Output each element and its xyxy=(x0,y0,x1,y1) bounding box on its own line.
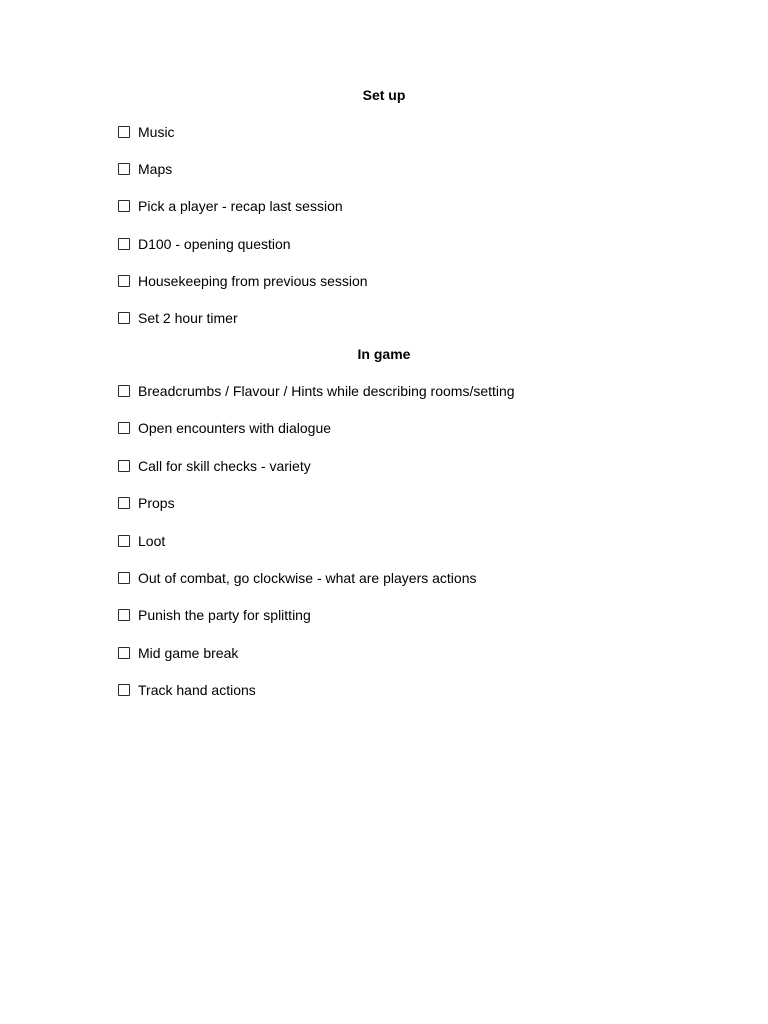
checklist-item-label: Pick a player - recap last session xyxy=(138,198,343,214)
checklist-item-label: Track hand actions xyxy=(138,682,256,698)
checklist-item xyxy=(118,235,291,253)
checkbox[interactable] xyxy=(118,385,130,397)
checkbox[interactable] xyxy=(118,238,130,250)
checklist-item-label: Call for skill checks - variety xyxy=(138,458,311,474)
checklist-item xyxy=(118,569,476,587)
checklist-item xyxy=(118,644,238,662)
checkbox[interactable] xyxy=(118,572,130,584)
checklist-item xyxy=(118,197,343,215)
checklist-item xyxy=(118,681,256,699)
checklist-item xyxy=(118,457,311,475)
checkbox[interactable] xyxy=(118,200,130,212)
checkbox[interactable] xyxy=(118,460,130,472)
section-heading-in-game: In game xyxy=(357,346,411,362)
checklist-item xyxy=(118,532,165,550)
checklist-item-label: Housekeeping from previous session xyxy=(138,273,368,289)
checklist-item-label: Breadcrumbs / Flavour / Hints while describing rooms/setting xyxy=(138,383,515,399)
checkbox[interactable] xyxy=(118,312,130,324)
checkbox[interactable] xyxy=(118,163,130,175)
checklist-item xyxy=(118,494,175,512)
checklist-item xyxy=(118,606,311,624)
checkbox[interactable] xyxy=(118,647,130,659)
checklist-item xyxy=(118,123,175,141)
checklist-item-label: D100 - opening question xyxy=(138,236,291,252)
checkbox[interactable] xyxy=(118,497,130,509)
checklist-item-label: Music xyxy=(138,124,175,140)
checklist-item xyxy=(118,382,515,400)
checkbox[interactable] xyxy=(118,275,130,287)
checklist-item-label: Set 2 hour timer xyxy=(138,310,238,326)
checklist-item-label: Punish the party for splitting xyxy=(138,607,311,623)
checklist-item-label: Out of combat, go clockwise - what are players actions xyxy=(138,570,477,586)
checkbox[interactable] xyxy=(118,535,130,547)
checklist-item xyxy=(118,309,238,327)
checklist-item xyxy=(118,272,368,290)
checklist-item-label: Open encounters with dialogue xyxy=(138,420,332,436)
section-heading-set-up: Set up xyxy=(362,87,406,103)
checklist-item xyxy=(118,419,331,437)
checklist-item-label: Loot xyxy=(138,533,166,549)
checklist-item-label: Mid game break xyxy=(138,645,239,661)
checklist-item xyxy=(118,160,172,178)
checkbox[interactable] xyxy=(118,684,130,696)
checkbox[interactable] xyxy=(118,609,130,621)
checkbox[interactable] xyxy=(118,126,130,138)
checklist-item-label: Maps xyxy=(138,161,173,177)
checklist-item-label: Props xyxy=(138,495,175,511)
checkbox[interactable] xyxy=(118,422,130,434)
